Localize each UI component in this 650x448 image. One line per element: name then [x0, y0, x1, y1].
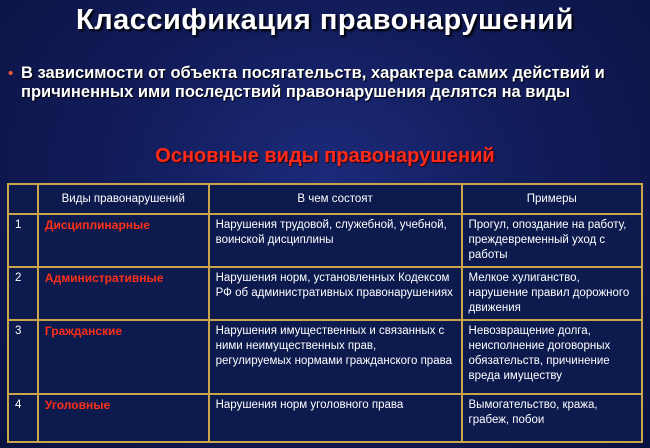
row-number: 2 [8, 267, 38, 320]
offense-description: Нарушения трудовой, служебной, учебной, воинской дисциплины [209, 214, 462, 267]
table-header-row [8, 184, 642, 214]
offense-description: Нарушения имущественных и связанных с ними неимущественных прав, регулируемых нормами гражданского права [209, 320, 462, 394]
row-number: 1 [8, 214, 38, 267]
offense-description: Нарушения норм уголовного права [209, 394, 462, 442]
table-row [8, 267, 642, 320]
bullet-icon: • [8, 65, 14, 82]
intro-bullet [8, 64, 638, 102]
offense-examples: Прогул, опоздание на работу, преждевременный уход с работы [462, 214, 642, 267]
row-number: 4 [8, 394, 38, 442]
header-examples: Примеры [462, 184, 642, 214]
header-type: Виды правонарушений [38, 184, 209, 214]
offense-type: Уголовные [38, 394, 209, 442]
offense-type: Гражданские [38, 320, 209, 394]
offense-examples: Вымогательство, кража, грабеж, побои [462, 394, 642, 442]
offense-type: Административные [38, 267, 209, 320]
table-row [8, 320, 642, 394]
offense-type: Дисциплинарные [38, 214, 209, 267]
row-number: 3 [8, 320, 38, 394]
offense-description: Нарушения норм, установленных Кодексом РФ об административных правонарушениях [209, 267, 462, 320]
intro-text: В зависимости от объекта посягательств, характера самих действий и причиненных ими последствий правонарушения делятся на виды [21, 64, 605, 101]
offense-examples: Невозвращение долга, неисполнение договорных обязательств, причинение вреда имуществу [462, 320, 642, 394]
offense-examples: Мелкое хулиганство, нарушение правил дорожного движения [462, 267, 642, 320]
table-heading: Основные виды правонарушений [155, 145, 495, 167]
table-row [8, 214, 642, 267]
table-row [8, 394, 642, 442]
header-description: В чем состоят [209, 184, 462, 214]
slide-title: Классификация правонарушений [76, 4, 574, 36]
offenses-table [7, 183, 643, 443]
header-number [8, 184, 38, 214]
